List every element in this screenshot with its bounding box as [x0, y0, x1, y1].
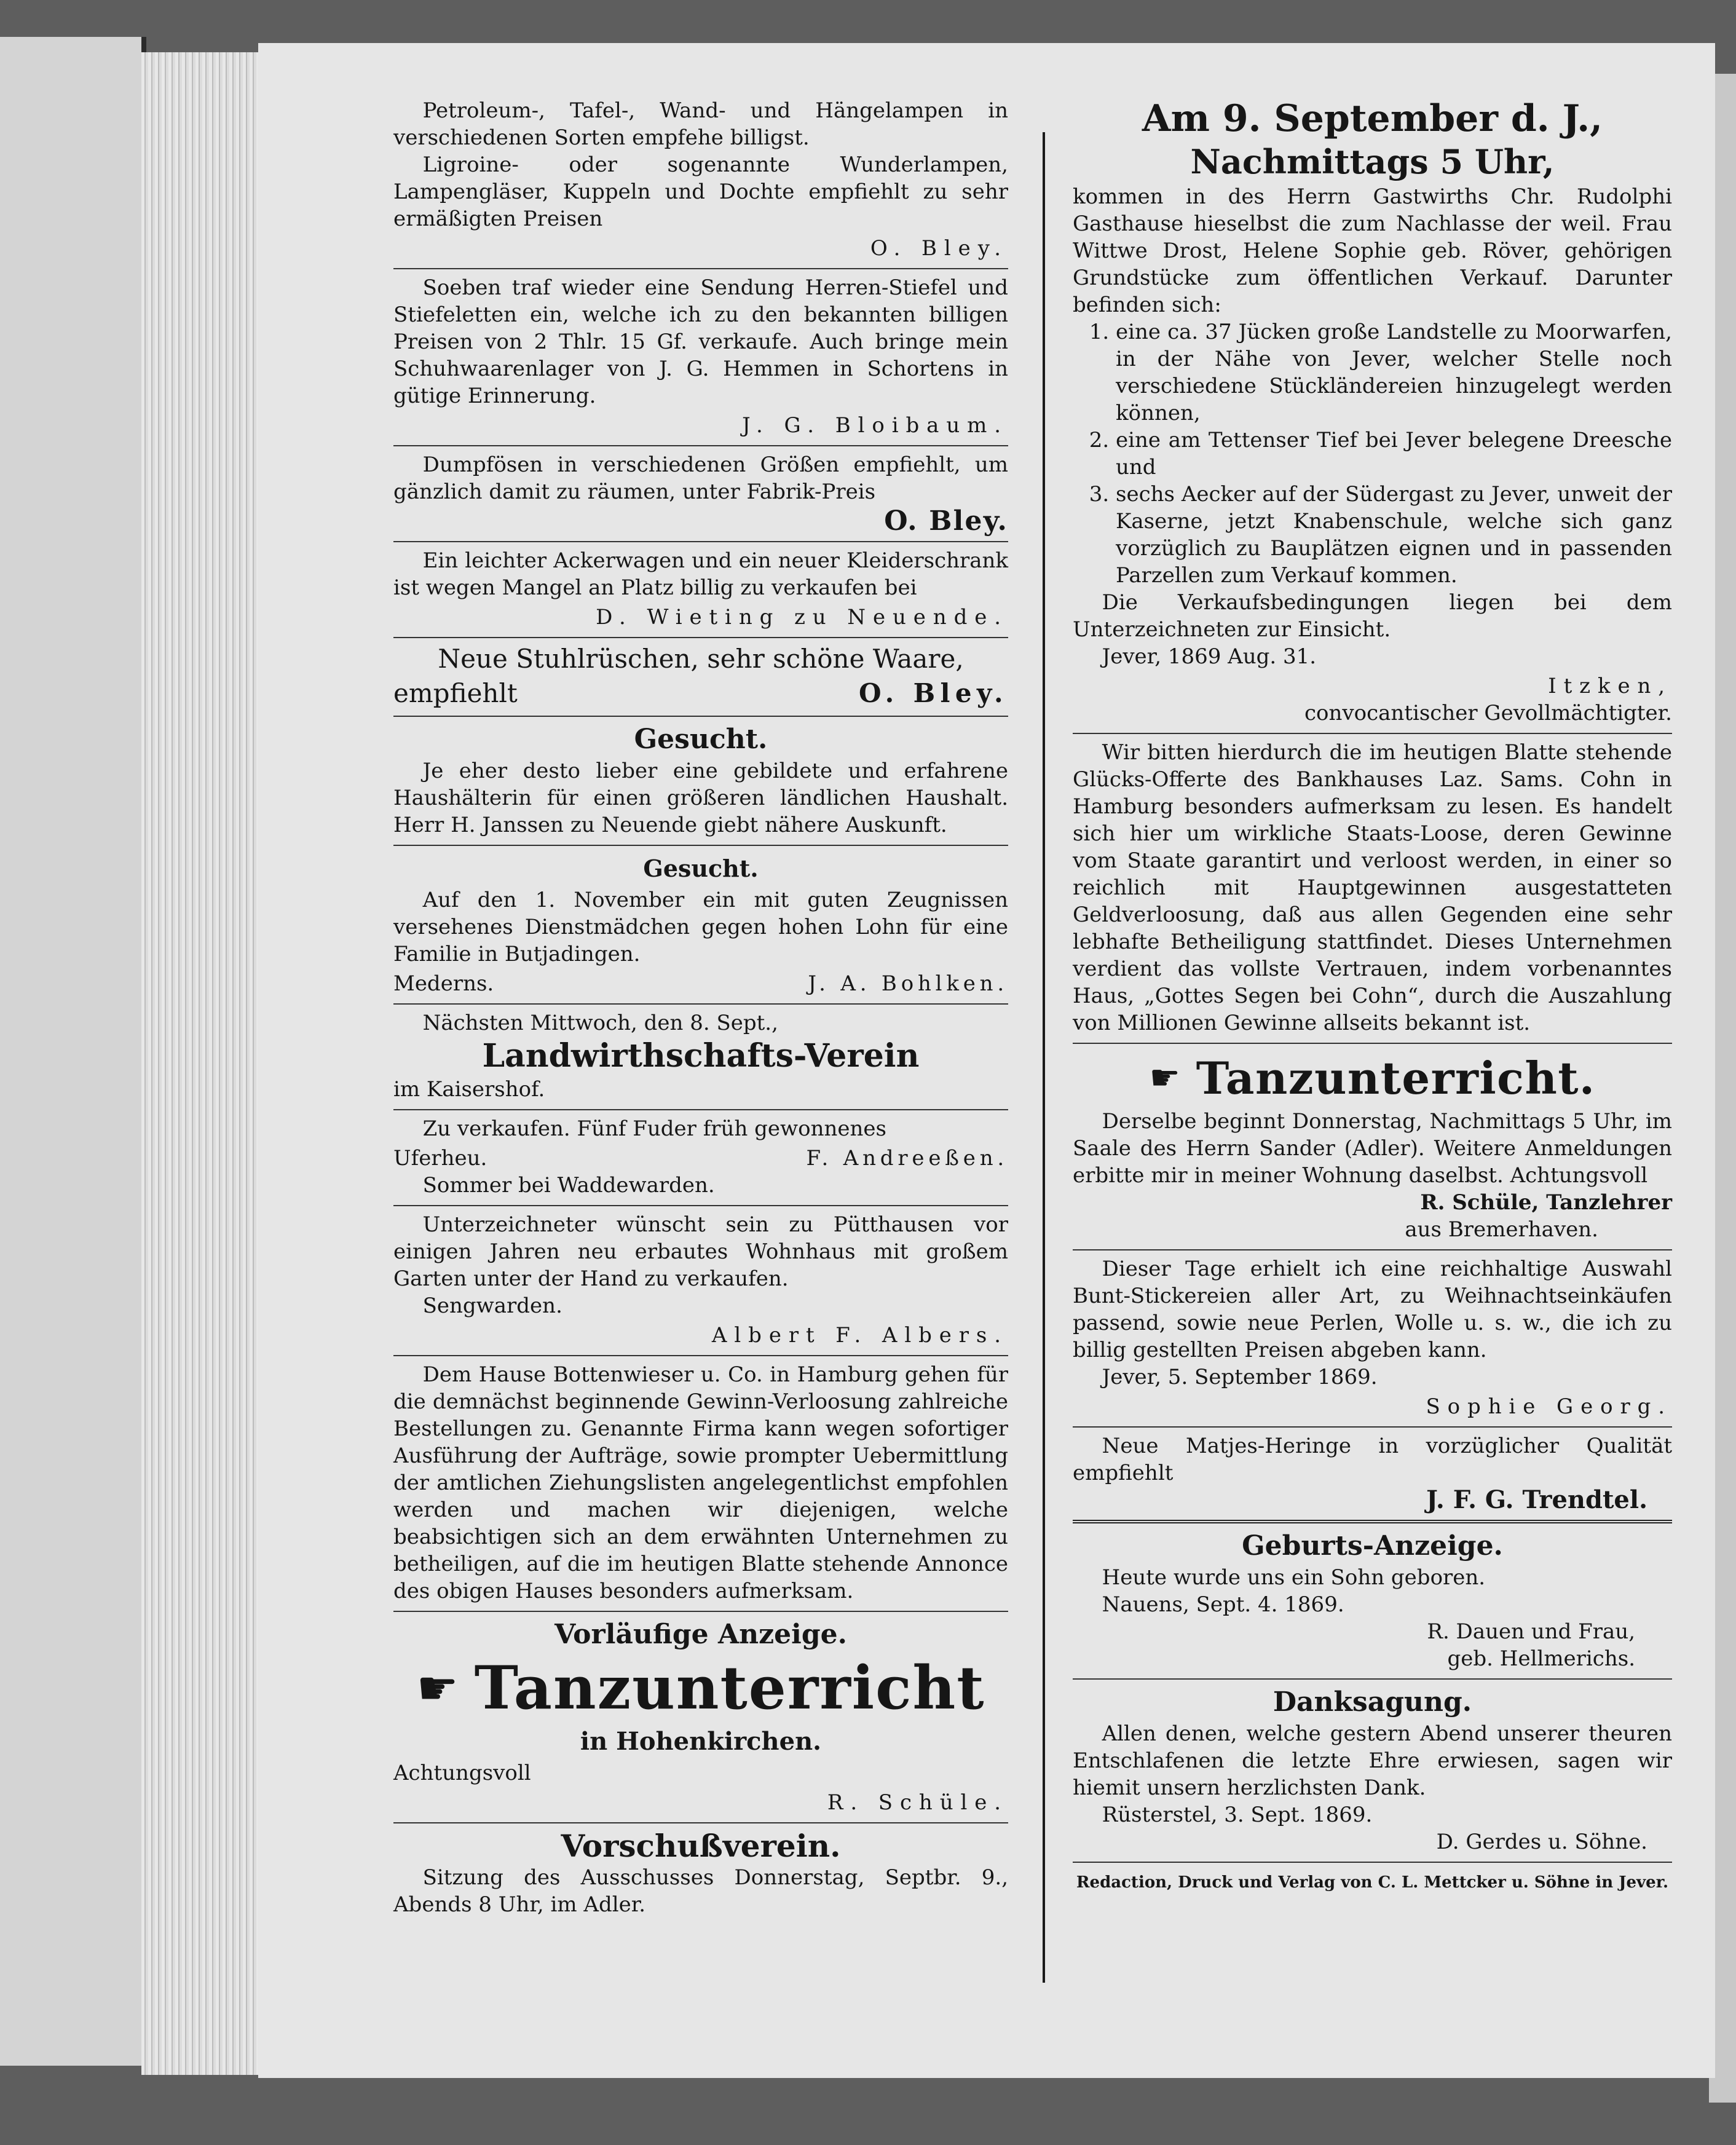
ad-text: Achtungsvoll — [393, 1761, 531, 1785]
ad-text: empfiehlt — [393, 678, 518, 708]
ad-text: Heute wurde uns ein Sohn geboren. — [1102, 1565, 1486, 1590]
ad-signature: R. Schüle. — [827, 1790, 1008, 1815]
ad-text: Nächsten Mittwoch, den 8. Sept., — [422, 1011, 778, 1035]
ad-text: Unterzeichneter wünscht sein zu Pütthausen vor einigen Jahren neu erbautes Wohnhaus mit großem Garten unter der Hand zu verkaufen. — [393, 1212, 1008, 1291]
ad-bottenwieser — [393, 1356, 1008, 1612]
ad-text: Ein leichter Ackerwagen und ein neuer Kleiderschrank ist wegen Mangel an Platz billig zu verkaufen bei — [393, 548, 1008, 600]
ad-title: Landwirthschafts-Verein — [482, 1037, 920, 1075]
ad-text: im Kaisershof. — [393, 1077, 545, 1102]
ad-title: Danksagung. — [1272, 1686, 1472, 1718]
ad-cohn-loose — [1073, 734, 1672, 1044]
ad-place: Mederns. — [393, 971, 494, 996]
ad-signature: D. Gerdes u. Söhne. — [1436, 1830, 1647, 1854]
banner-title: Tanzunterricht. — [1196, 1052, 1596, 1104]
ad-date: Nauens, Sept. 4. 1869. — [1102, 1592, 1344, 1617]
ad-title: Gesucht. — [643, 855, 759, 882]
ad-text: Die Verkaufsbedingungen liegen bei dem Unterzeichneten zur Einsicht. — [1073, 590, 1672, 642]
ad-text: Zu verkaufen. Fünf Fuder früh gewonnenes — [422, 1116, 886, 1141]
ad-signature: O. Bley. — [884, 505, 1008, 537]
list-item: 3. sechs Aecker auf der Südergast zu Jever, unweit der Kaserne, jetzt Knabenschule, welche sich ganz vorzüglich zu Bauplätzen eignen und in passenden Parzellen zum Verkauf kommen. — [1116, 481, 1672, 589]
ad-signature: Sophie Georg. — [1426, 1394, 1672, 1419]
ad-uferheu — [393, 1110, 1008, 1206]
ad-place: Sengwarden. — [422, 1294, 562, 1318]
ad-lamps — [393, 92, 1008, 269]
ad-title: Am 9. September d. J., — [1142, 97, 1603, 140]
column-divider — [1043, 132, 1045, 1983]
ad-text: Dem Hause Bottenwieser u. Co. in Hamburg gehen für die demnächst beginnende Gewinn-Verloosung zahlreiche Bestellungen zu. Genannte Firma kann wegen sofortiger Ausführung der Aufträge, sowie prompter Uebermittlung der amtlichen Ziehungslisten angelegentlichst empfohlen werden und machen wir diejenigen, welche beabsichtigen sich an dem erwähnten Unternehmen zu betheiligen, auf die im heutigen Blatte stehende Annonce des obigen Hauses besonders aufmerksam. — [393, 1362, 1008, 1603]
property-list — [1073, 318, 1672, 589]
ad-gesucht-dienstmaedchen — [393, 846, 1008, 1005]
ad-text: Uferheu. — [393, 1146, 487, 1171]
ad-title: Vorschußverein. — [561, 1828, 841, 1864]
ad-date: Jever, 1869 Aug. 31. — [1102, 644, 1317, 669]
ad-dumpfoesen — [393, 446, 1008, 542]
banner-title: Tanzunterricht — [474, 1653, 985, 1723]
ad-title: Vorläufige Anzeige. — [554, 1619, 847, 1650]
ad-place: Sommer bei Waddewarden. — [422, 1173, 715, 1198]
ad-danksagung — [1073, 1680, 1672, 1863]
ad-landwirthschaft — [393, 1005, 1008, 1110]
ad-tanzunterricht — [1073, 1044, 1672, 1250]
banner — [393, 1653, 1008, 1723]
ad-signature: convocantischer Gevollmächtigter. — [1304, 701, 1672, 725]
ad-signature: aus Bremerhaven. — [1405, 1217, 1598, 1242]
ad-text: Derselbe beginnt Donnerstag, Nachmittags 5 Uhr, im Saale des Herrn Sander (Adler). Weitere Anmeldungen erbitte mir in meiner Wohnung daselbst. Achtungsvoll — [1073, 1109, 1672, 1188]
ad-text: Dumpfösen in verschiedenen Größen empfiehlt, um gänzlich damit zu räumen, unter Fabrik-Preis — [393, 452, 1008, 504]
pointing-hand-icon: ☛ — [1149, 1058, 1180, 1098]
ad-signature: J. A. Bohlken. — [808, 971, 1008, 996]
ad-signature: D. Wieting zu Neuende. — [596, 605, 1008, 630]
ad-text: Petroleum-, Tafel-, Wand- und Hängelampen in verschiedenen Sorten empfehe billigst. — [393, 98, 1008, 150]
list-item: 1. eine ca. 37 Jücken große Landstelle zu Moorwarfen, in der Nähe von Jever, welcher Stelle noch verschiedene Stückländereien hinzugelegt werden können, — [1116, 318, 1672, 427]
ad-title: Gesucht. — [634, 724, 768, 755]
ad-text: Wir bitten hierdurch die im heutigen Blatte stehende Glücks-Offerte des Bankhauses Laz. Sams. Cohn in Hamburg besonders aufmerksam zu lesen. Es handelt sich hier um wirkliche Staats-Loose, deren Gewinne vom Staate garantirt und verloost werden, in einer so reichlich mit Hauptgewinnen ausgestatteten Geldverloosung, daß aus allen Gegenden eine sehr lebhafte Betheiligung stattfindet. Dieses Unternehmen verdient das vollste Vertrauen, indem vorbenanntes Haus, „Gottes Segen bei Cohn“, durch die Auszahlung von Millionen Gewinne allseits bekannt ist. — [1073, 740, 1672, 1035]
ad-text: Neue Matjes-Heringe in vorzüglicher Qualität empfiehlt — [1073, 1434, 1672, 1485]
ad-stickereien — [1073, 1250, 1672, 1428]
imprint-footer: Redaction, Druck und Verlag von C. L. Mettcker u. Söhne in Jever. — [1076, 1873, 1669, 1892]
banner — [1073, 1053, 1672, 1104]
right-column — [1073, 92, 1672, 1894]
ad-text: Dieser Tage erhielt ich eine reichhaltige Auswahl Bunt-Stickereien aller Art, zu Weihnachtseinkäufen passend, sowie neue Perlen, Wolle u. s. w., die ich zu billig gestellten Preisen abgeben kann. — [1073, 1257, 1672, 1362]
ad-stuhlrueschen — [393, 638, 1008, 717]
ad-text: Je eher desto lieber eine gebildete und erfahrene Haushälterin für einen größeren ländlichen Haushalt. Herr H. Janssen zu Neuende giebt nähere Auskunft. — [393, 759, 1008, 837]
page-stack-edges — [141, 52, 264, 2075]
ad-ackerwagen — [393, 542, 1008, 638]
list-item: 2. eine am Tettenser Tief bei Jever belegene Dreesche und — [1116, 427, 1672, 481]
ad-text: Soeben traf wieder eine Sendung Herren-Stiefel und Stiefeletten ein, welche ich zu den bekannten billigen Preisen von 2 Thlr. 15 Gf. verkaufe. Auch bringe mein Schuhwaarenlager von J. G. Hemmen in Schortens in gütige Erinnerung. — [393, 275, 1008, 408]
ad-signature: O. Bley. — [870, 236, 1008, 261]
ad-wohnhaus — [393, 1206, 1008, 1356]
ad-subtitle: in Hohenkirchen. — [580, 1727, 822, 1756]
ad-date: Jever, 5. September 1869. — [1102, 1365, 1378, 1389]
left-column — [393, 92, 1008, 1923]
ad-signature: geb. Hellmerichs. — [1447, 1646, 1635, 1671]
pointing-hand-icon: ☛ — [416, 1661, 459, 1715]
ad-signature: Albert F. Albers. — [711, 1323, 1008, 1348]
ad-signature: J. G. Bloibaum. — [742, 413, 1008, 438]
ad-tanzunterricht-hohenkirchen — [393, 1612, 1008, 1823]
ad-signature: Itzken, — [1548, 674, 1672, 698]
ad-signature: J. F. G. Trendtel. — [1426, 1485, 1647, 1514]
ad-signature: R. Dauen und Frau, — [1427, 1619, 1635, 1644]
ad-text: Allen denen, welche gestern Abend unserer theuren Entschlafenen die letzte Ehre erwiesen, sagen wir hiemit unsern herzlichsten Dank. — [1073, 1721, 1672, 1800]
ad-verkauf-grundstuecke — [1073, 92, 1672, 734]
ad-signature: F. Andreeßen. — [806, 1146, 1008, 1171]
ad-date: Rüsterstel, 3. Sept. 1869. — [1102, 1803, 1373, 1827]
ad-title: Nachmittags 5 Uhr, — [1190, 142, 1555, 181]
ad-boots — [393, 269, 1008, 446]
ad-text: Auf den 1. November ein mit guten Zeugnissen versehenes Dienstmädchen gegen hohen Lohn für eine Familie in Butjadingen. — [393, 888, 1008, 966]
ad-text: Ligroine- oder sogenannte Wunderlampen, Lampengläser, Kuppeln und Dochte empfiehlt zu sehr ermäßigten Preisen — [393, 152, 1008, 231]
ad-title: Geburts-Anzeige. — [1242, 1530, 1503, 1562]
ad-signature: O. Bley. — [859, 678, 1008, 708]
ad-text: kommen in des Herrn Gastwirths Chr. Rudolphi Gasthause hieselbst die zum Nachlasse der weil. Frau Wittwe Drost, Helene Sophie geb. Röver, gehörigen Grundstücke zum öffentlichen Verkauf. Darunter befinden sich: — [1073, 184, 1672, 317]
ad-vorschussverein — [393, 1823, 1008, 1923]
ad-text: Sitzung des Ausschusses Donnerstag, Septbr. 9., Abends 8 Uhr, im Adler. — [393, 1865, 1008, 1917]
ad-signature: R. Schüle, Tanzlehrer — [1420, 1190, 1672, 1215]
ad-gesucht-haushaelterin — [393, 717, 1008, 846]
ad-geburtsanzeige — [1073, 1523, 1672, 1680]
ad-text: Neue Stuhlrüschen, sehr schöne Waare, — [438, 644, 964, 674]
book-cover-edge — [0, 37, 146, 2066]
ad-matjes — [1073, 1428, 1672, 1523]
